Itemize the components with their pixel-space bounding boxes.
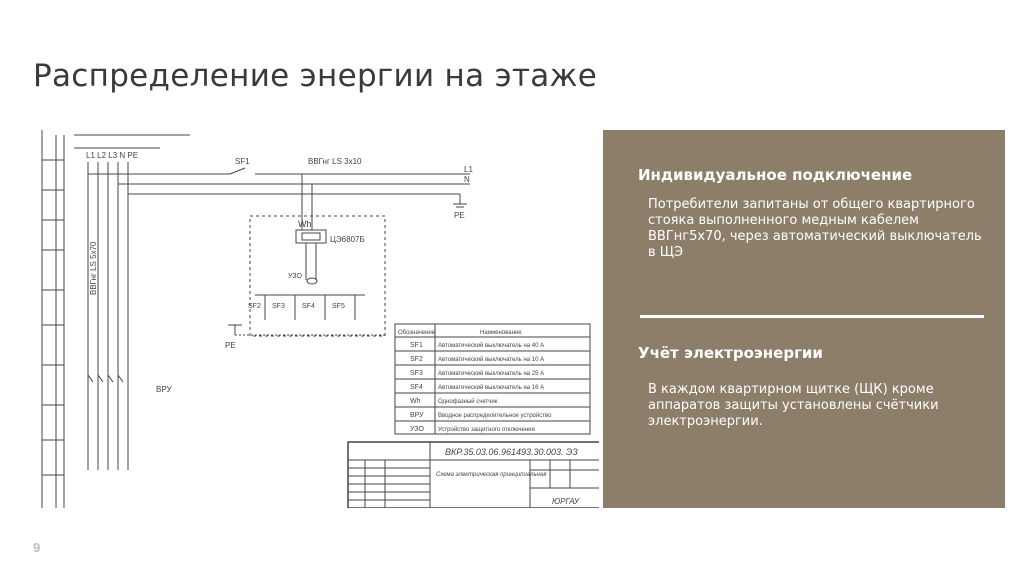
legend-row-desc: Автоматический выключатель на 10 А — [438, 357, 545, 363]
l1-label: L1 — [464, 165, 473, 174]
wh-label: Wh — [298, 219, 312, 229]
legend-row-code: SF4 — [410, 384, 423, 391]
stamp-description: Схема электрическая принципиальная — [436, 472, 547, 478]
legend-row-desc: Устройство защитного отключения — [438, 427, 535, 433]
meter-box — [296, 230, 326, 243]
legend-row-desc: Однофазный счетчик — [438, 399, 498, 405]
legend-row-code: SF2 — [410, 356, 423, 363]
info-panel — [603, 130, 1005, 508]
legend-row-code: SF1 — [410, 342, 423, 349]
sf4-label: SF4 — [302, 303, 315, 310]
vru-label: ВРУ — [156, 385, 172, 394]
legend-header-name: Наименование — [480, 330, 522, 336]
title-block — [348, 442, 600, 508]
section-divider — [640, 315, 984, 318]
legend-row-desc: Автоматический выключатель на 25 А — [438, 371, 545, 377]
sf2-label: SF2 — [248, 303, 261, 310]
n-label: N — [464, 175, 470, 184]
bus-labels: L1 L2 L3 N PE — [86, 151, 139, 160]
stamp-org: ЮРГАУ — [552, 497, 579, 506]
legend-row-desc: Вводное распределительное устройство — [438, 413, 552, 419]
pe-left-label: PE — [225, 341, 236, 350]
legend-header-designation: Обозначение — [398, 330, 436, 336]
meter-model-label: ЦЭ6807Б — [330, 235, 365, 244]
legend-row-desc: Автоматический выключатель на 40 А — [438, 343, 545, 349]
page-number: 9 — [33, 540, 41, 555]
riser-cable-label: ВВГнг LS 5х70 — [89, 241, 98, 295]
uzo-label: УЗО — [288, 273, 302, 280]
legend-table — [395, 324, 590, 434]
cable-label: ВВГнг LS 3х10 — [308, 157, 362, 166]
legend-row-code: SF3 — [410, 370, 423, 377]
legend-row-code: УЗО — [410, 426, 424, 433]
slide-title: Распределение энергии на этаже — [33, 58, 598, 94]
wiring-diagram — [40, 130, 600, 508]
sf3-label: SF3 — [272, 303, 285, 310]
meter-panel — [250, 216, 385, 336]
sf1-label: SF1 — [235, 157, 250, 166]
section2-heading: Учёт электроэнергии — [638, 344, 823, 362]
section1-heading: Индивидуальное подключение — [638, 166, 913, 184]
sf5-label: SF5 — [332, 303, 345, 310]
legend-row-code: Wh — [410, 398, 421, 405]
legend-row-code: ВРУ — [410, 412, 424, 419]
stamp-code: ВКР.35.03.06.961493.30.003. ЭЗ — [445, 447, 578, 457]
pe-right-label: PE — [454, 211, 465, 220]
section2-text: В каждом квартирном щитке (ЩК) кроме аппаратов защиты установлены счётчики электроэнергии. — [648, 382, 939, 429]
legend-row-desc: Автоматический выключатель на 16 А — [438, 385, 545, 391]
section1-text: Потребители запитаны от общего квартирного стояка выполненного медным кабелем ВВГнг5х70, через автоматический выключатель в ЩЭ — [648, 197, 982, 260]
